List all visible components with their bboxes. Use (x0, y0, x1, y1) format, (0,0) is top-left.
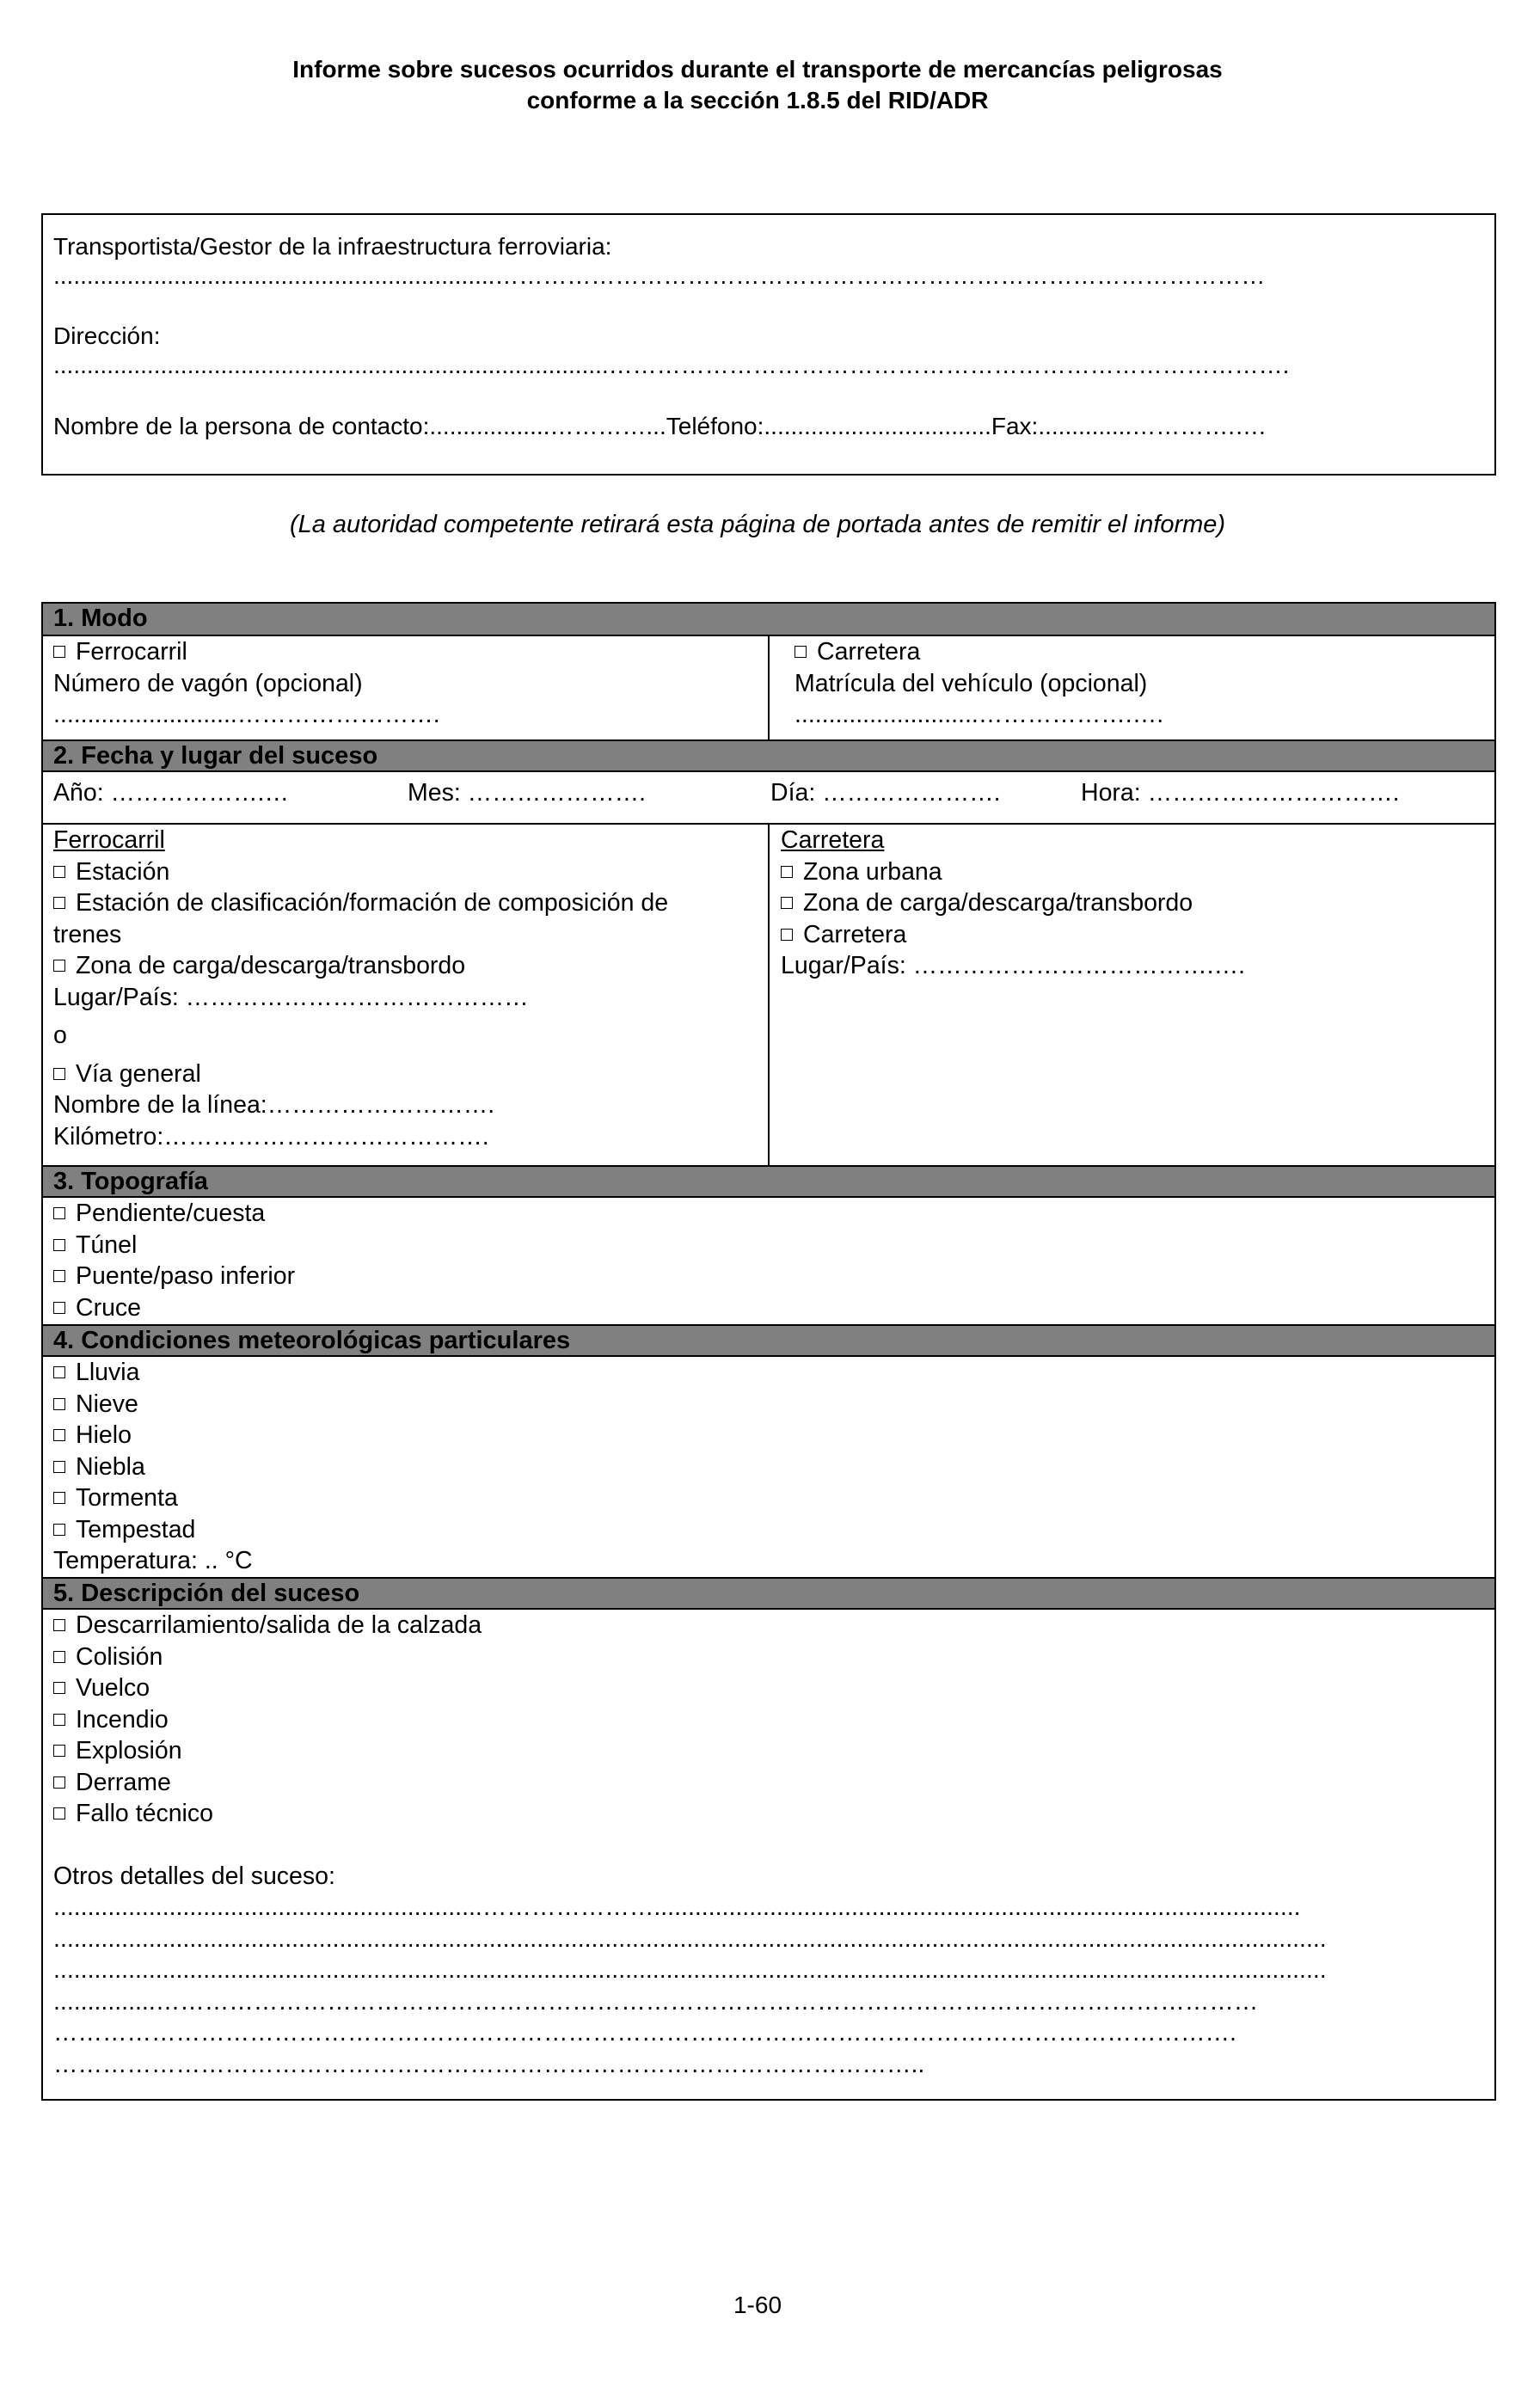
wagon-field[interactable]: ...........................……………………. (53, 701, 440, 728)
rail-place-block (53, 825, 668, 1152)
checkbox-icon[interactable] (53, 1492, 65, 1504)
or-label: o (53, 1022, 67, 1049)
rail-item-yard[interactable]: Estación de clasificación/formación de composición de (53, 887, 668, 919)
road-option[interactable]: Carretera (795, 636, 1163, 668)
checkbox-icon[interactable] (53, 1207, 65, 1219)
checkbox-icon[interactable] (53, 1239, 65, 1251)
weather-item[interactable]: Niebla (53, 1451, 253, 1483)
other-details-line[interactable]: ………………………………………………………………………………………………………………………………. (53, 2019, 1236, 2046)
contact-line[interactable]: Nombre de la persona de contacto:..................…………...Teléfono:..................................Fax:..............………….…. (53, 413, 1266, 439)
weather-item[interactable]: Tempestad (53, 1514, 253, 1546)
checkbox-icon[interactable] (53, 1776, 65, 1789)
description-item[interactable]: Vuelco (53, 1672, 1477, 1704)
section-3-header: 3. Topografía (43, 1165, 1494, 1198)
checkbox-icon[interactable] (53, 1651, 65, 1663)
weather-item[interactable]: Hielo (53, 1420, 253, 1451)
date-day[interactable]: Día: …………………. (770, 779, 1001, 807)
carrier-label: Transportista/Gestor de la infraestructura ferroviaria: (53, 233, 612, 260)
rail-item-track[interactable]: Vía general (53, 1059, 668, 1090)
place-divider (768, 823, 770, 1167)
section-2-header: 2. Fecha y lugar del suceso (43, 739, 1494, 772)
temperature-field[interactable]: Temperatura: .. °C (53, 1547, 253, 1574)
checkbox-icon[interactable] (53, 960, 65, 972)
checkbox-icon[interactable] (53, 1682, 65, 1694)
checkbox-icon[interactable] (53, 1068, 65, 1080)
title-line-2: conforme a la sección 1.8.5 del RID/ADR (526, 87, 989, 114)
checkbox-icon[interactable] (53, 1619, 65, 1631)
topography-item[interactable]: Cruce (53, 1292, 295, 1324)
road-place-block (781, 825, 1245, 982)
checkbox-icon[interactable] (795, 646, 807, 658)
checkbox-icon[interactable] (53, 1461, 65, 1473)
road-item-loading[interactable]: Zona de carga/descarga/transbordo (781, 887, 1245, 919)
description-item[interactable]: Explosión (53, 1735, 1477, 1767)
checkbox-icon[interactable] (53, 1524, 65, 1536)
checkbox-icon[interactable] (781, 866, 793, 878)
other-details-line[interactable]: ...............……………………………………………………………………………………………………………………… (53, 1987, 1259, 2016)
description-item[interactable]: Colisión (53, 1641, 1477, 1673)
other-details-line[interactable]: ...............................................................…………………............................................................................................... (53, 1893, 1301, 1921)
description-list (53, 1610, 1477, 2080)
checkbox-icon[interactable] (53, 1714, 65, 1726)
topography-item[interactable]: Túnel (53, 1230, 295, 1261)
description-item[interactable]: Derrame (53, 1767, 1477, 1799)
rail-item-yard-wrap: trenes (53, 920, 122, 948)
checkbox-icon[interactable] (53, 1745, 65, 1757)
topography-item[interactable]: Puente/paso inferior (53, 1261, 295, 1292)
checkbox-icon[interactable] (53, 1270, 65, 1282)
rail-option[interactable]: Ferrocarril (53, 636, 440, 668)
rail-item-loading[interactable]: Zona de carga/descarga/transbordo (53, 950, 668, 982)
title-line-1: Informe sobre sucesos ocurridos durante el transporte de mercancías peligrosas (292, 56, 1223, 83)
cover-note: (La autoridad competente retirará esta página de portada antes de remitir el informe) (289, 511, 1226, 538)
section-1-header: 1. Modo (43, 604, 1494, 636)
section-1-right (795, 636, 1163, 731)
weather-item[interactable]: Nieve (53, 1389, 253, 1421)
description-item[interactable]: Incendio (53, 1704, 1477, 1736)
rail-item-station[interactable]: Estación (53, 856, 668, 888)
road-item-road[interactable]: Carretera (781, 919, 1245, 951)
incident-form (41, 602, 1496, 2101)
topography-item[interactable]: Pendiente/cuesta (53, 1198, 295, 1230)
page-number: 1-60 (733, 2292, 782, 2318)
address-label: Dirección: (53, 322, 161, 349)
checkbox-icon[interactable] (53, 1302, 65, 1314)
other-details-line[interactable]: ........................................................................................................................................................................................... (53, 1924, 1327, 1953)
checkbox-icon[interactable] (53, 1429, 65, 1441)
other-details-label: Otros detalles del suceso: (53, 1862, 335, 1890)
wagon-label: Número de vagón (opcional) (53, 669, 363, 697)
weather-list (53, 1357, 253, 1577)
topography-list (53, 1198, 295, 1323)
cover-box (41, 213, 1496, 476)
description-item[interactable]: Descarrilamiento/salida de la calzada (53, 1610, 1477, 1641)
checkbox-icon[interactable] (53, 866, 65, 878)
date-year[interactable]: Año: ……………….… (53, 779, 289, 807)
checkbox-icon[interactable] (53, 897, 65, 909)
other-details-line[interactable]: …………………………………………………………………………………………….. (53, 2050, 925, 2078)
section-1-divider (768, 636, 770, 741)
checkbox-icon[interactable] (781, 897, 793, 909)
description-item[interactable]: Fallo técnico (53, 1798, 1477, 1830)
section-1-left (53, 636, 440, 731)
checkbox-icon[interactable] (53, 1398, 65, 1410)
line-name-field[interactable]: Nombre de la línea:………………………. (53, 1091, 495, 1119)
rail-place-field[interactable]: Lugar/País: …………………………………… (53, 983, 529, 1011)
checkbox-icon[interactable] (53, 646, 65, 658)
checkbox-icon[interactable] (53, 1366, 65, 1378)
road-item-urban[interactable]: Zona urbana (781, 856, 1245, 888)
address-field[interactable]: ...................................................................................…………………………………………………………………………. (53, 352, 1290, 378)
carrier-field[interactable]: ..................................................................…………………………………………………………………………………… (53, 262, 1266, 289)
section-4-header: 4. Condiciones meteorológicas particulares (43, 1324, 1494, 1357)
date-month[interactable]: Mes: …………………. (408, 779, 647, 807)
km-field[interactable]: Kilómetro:…………………………………. (53, 1122, 489, 1151)
plate-label: Matrícula del vehículo (opcional) (795, 669, 1148, 697)
date-hour[interactable]: Hora: …………………………. (1081, 779, 1400, 807)
checkbox-icon[interactable] (53, 1807, 65, 1819)
weather-item[interactable]: Tormenta (53, 1482, 253, 1514)
rail-place-title: Ferrocarril (53, 826, 165, 854)
road-place-field[interactable]: Lugar/País: ……………………………….…. (781, 952, 1246, 979)
other-details-line[interactable]: ........................................................................................................................................................................................... (53, 1956, 1327, 1984)
weather-item[interactable]: Lluvia (53, 1357, 253, 1389)
document-title (0, 54, 1515, 116)
road-place-title: Carretera (781, 826, 885, 854)
plate-field[interactable]: ...........................……………….…. (795, 701, 1164, 728)
section-5-header: 5. Descripción del suceso (43, 1577, 1494, 1610)
checkbox-icon[interactable] (781, 929, 793, 941)
